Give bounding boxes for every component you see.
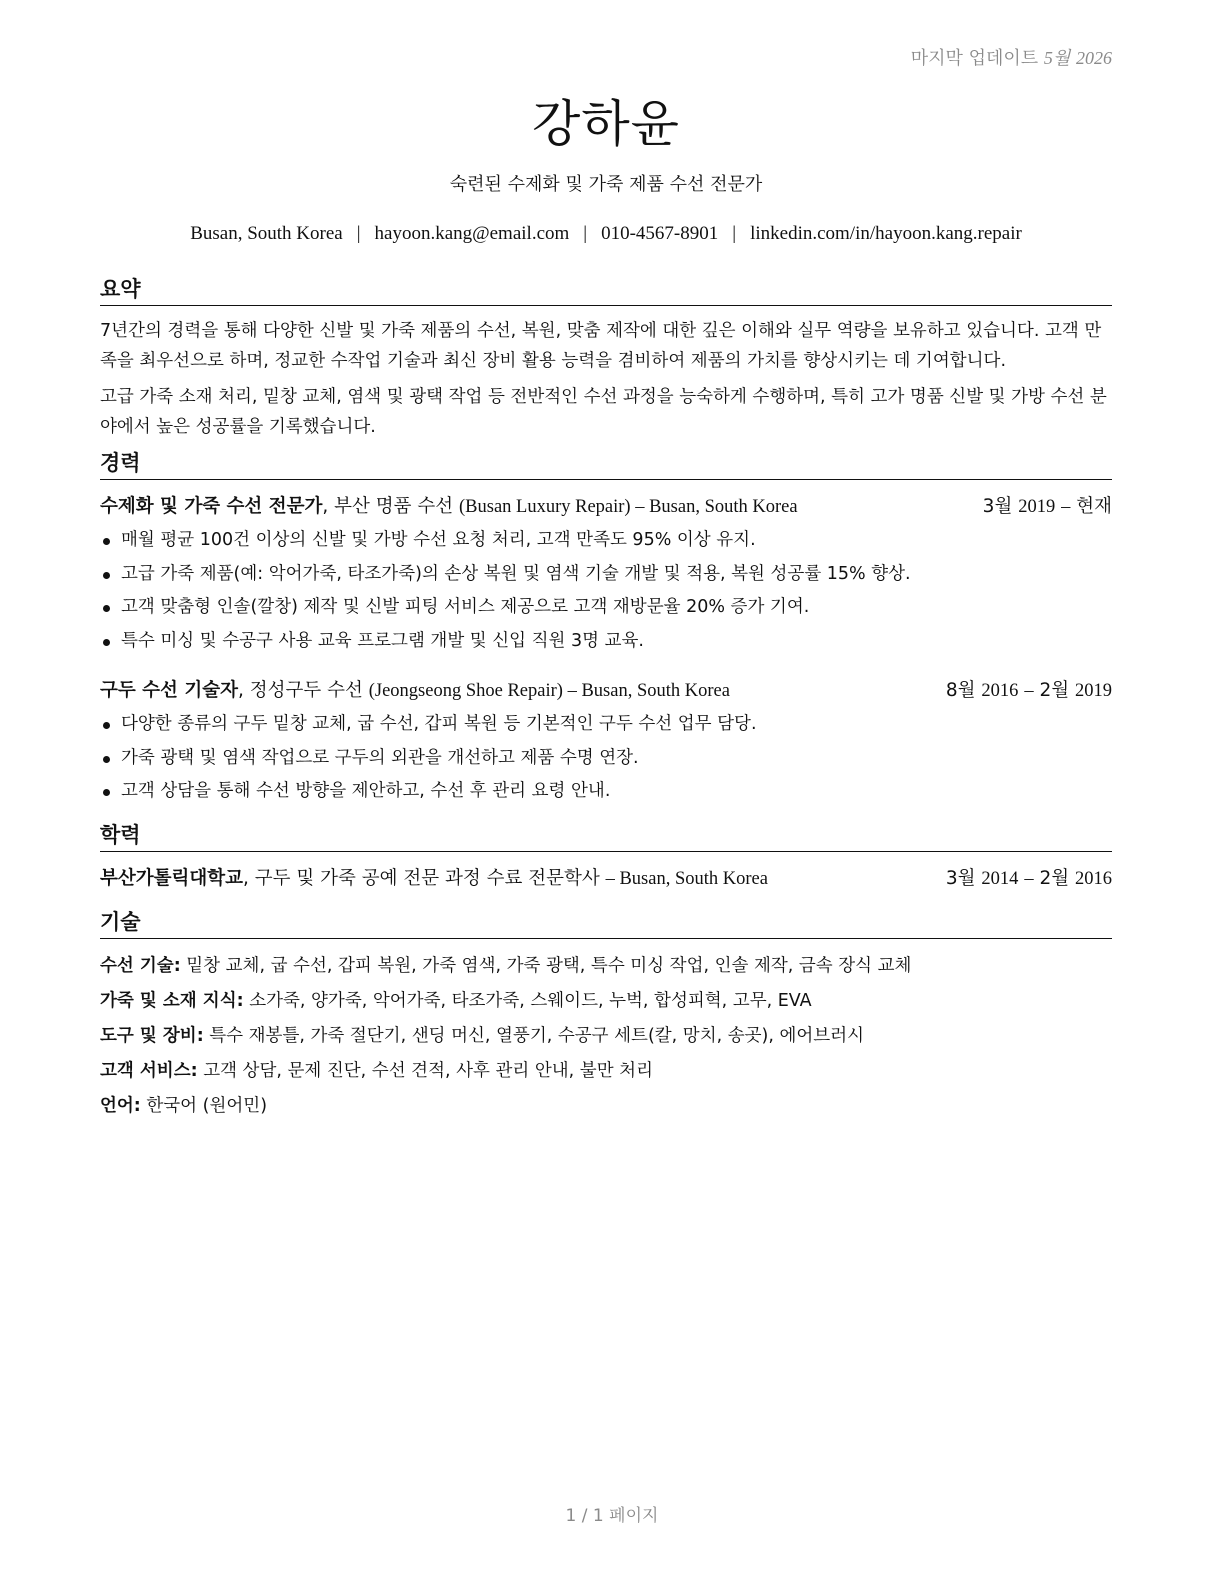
contact-line bbox=[100, 223, 1112, 245]
skills-key: 고객 서비스: bbox=[100, 1061, 198, 1081]
job-bullets bbox=[100, 524, 1112, 658]
job-dates bbox=[946, 676, 1112, 706]
skills-value: 소가죽, 양가죽, 악어가죽, 타조가죽, 스웨이드, 누벅, 합성피혁, 고무, EVA bbox=[243, 991, 812, 1011]
job-end-year: 2019 bbox=[1075, 681, 1112, 701]
skills-item bbox=[100, 1054, 1112, 1089]
skills-item bbox=[100, 984, 1112, 1019]
last-updated-year: 2026 bbox=[1076, 48, 1112, 68]
job-bullet: 고객 맞춤형 인솔(깔창) 제작 및 신발 피팅 서비스 제공으로 고객 재방문율 20% 증가 기여. bbox=[100, 591, 1112, 625]
experience-section bbox=[100, 449, 1112, 809]
job-title-line bbox=[100, 676, 730, 706]
page-footer bbox=[0, 1501, 1224, 1526]
skills-value: 밑창 교체, 굽 수선, 갑피 복원, 가죽 염색, 가죽 광택, 특수 미싱 작업, 인솔 제작, 금속 장식 교체 bbox=[180, 956, 912, 976]
job-role: 수제화 및 가죽 수선 전문가 bbox=[100, 496, 323, 517]
last-updated-label: 마지막 업데이트 bbox=[910, 48, 1039, 69]
contact-separator: | bbox=[732, 223, 737, 244]
job-header bbox=[100, 492, 1112, 522]
section-title-skills: 기술 bbox=[100, 908, 1112, 939]
resume-page bbox=[100, 0, 1112, 1584]
job-bullet: 다양한 종류의 구두 밑창 교체, 굽 수선, 갑피 복원 등 기본적인 구두 수선 업무 담당. bbox=[100, 708, 1112, 742]
job-header bbox=[100, 676, 1112, 706]
summary-paragraph: 7년간의 경력을 통해 다양한 신발 및 가죽 제품의 수선, 복원, 맞춤 제작에 대한 깊은 이해와 실무 역량을 보유하고 있습니다. 고객 만족을 최우선으로 하며, 정교한 수작업 기술과 최신 장비 활용 능력을 겸비하여 제품의 가치를 향상시키는 데 기여합니다. bbox=[100, 321, 1102, 371]
job-company: , 정성구두 수선 bbox=[237, 680, 369, 701]
page-number-total: 1 bbox=[592, 1506, 604, 1526]
section-title-education: 학력 bbox=[100, 821, 1112, 852]
skills-value: 고객 상담, 문제 진단, 수선 견적, 사후 관리 안내, 불만 처리 bbox=[197, 1061, 653, 1081]
education-detail: , 구두 및 가죽 공예 전문 과정 수료 전문학사 bbox=[242, 868, 606, 889]
education-start-month: 3월 bbox=[945, 868, 976, 889]
job-bullet: 고급 가죽 제품(예: 악어가죽, 타조가죽)의 손상 복원 및 염색 기술 개발 및 적용, 복원 성공률 15% 향상. bbox=[100, 558, 1112, 592]
summary-section bbox=[100, 275, 1112, 442]
job-bullet: 가죽 광택 및 염색 작업으로 구두의 외관을 개선하고 제품 수명 연장. bbox=[100, 742, 1112, 776]
skills-section bbox=[100, 908, 1112, 1124]
skills-key: 도구 및 장비: bbox=[100, 1026, 204, 1046]
job-end: 2월 bbox=[1039, 680, 1070, 701]
section-title-experience: 경력 bbox=[100, 449, 1112, 480]
education-date-dash: – bbox=[1024, 869, 1034, 889]
job-bullets bbox=[100, 708, 1112, 809]
education-end-year: 2016 bbox=[1075, 869, 1112, 889]
education-detail-en: – Busan, South Korea bbox=[605, 869, 768, 889]
job-dates bbox=[983, 492, 1112, 522]
skills-value: 한국어 (원어민) bbox=[140, 1096, 268, 1116]
contact-email-link[interactable]: hayoon.kang@email.com bbox=[374, 223, 570, 244]
section-title-summary: 요약 bbox=[100, 275, 1112, 306]
skills-item bbox=[100, 1089, 1112, 1124]
job-role: 구두 수선 기술자 bbox=[100, 680, 238, 701]
last-updated bbox=[911, 44, 1112, 70]
skills-list bbox=[100, 949, 1112, 1124]
job-start-year: 2016 bbox=[981, 681, 1019, 701]
job-company-en: (Jeongseong Shoe Repair) – Busan, South Korea bbox=[368, 681, 730, 701]
page-number-separator: / bbox=[581, 1506, 588, 1526]
contact-location: Busan, South Korea bbox=[190, 223, 343, 244]
job-title-line bbox=[100, 492, 798, 522]
education-entry bbox=[100, 864, 1112, 894]
page-number-label: 페이지 bbox=[609, 1506, 659, 1526]
contact-linkedin-link[interactable]: linkedin.com/in/hayoon.kang.repair bbox=[750, 223, 1022, 244]
education-line bbox=[100, 864, 768, 894]
candidate-name: 강하윤 bbox=[532, 95, 680, 153]
job-start-month: 8월 bbox=[945, 680, 976, 701]
education-start-year: 2014 bbox=[981, 869, 1019, 889]
job-company: , 부산 명품 수선 bbox=[322, 496, 459, 517]
job-company-en: (Busan Luxury Repair) – Busan, South Korea bbox=[459, 497, 798, 517]
contact-separator: | bbox=[356, 223, 361, 244]
job-bullet: 매월 평균 100건 이상의 신발 및 가방 수선 요청 처리, 고객 만족도 95% 이상 유지. bbox=[100, 524, 1112, 558]
job-bullet: 고객 상담을 통해 수선 방향을 제안하고, 수선 후 관리 요령 안내. bbox=[100, 775, 1112, 809]
education-section bbox=[100, 821, 1112, 894]
skills-key: 수선 기술: bbox=[100, 956, 181, 976]
job-entry bbox=[100, 492, 1112, 658]
education-dates bbox=[946, 864, 1112, 894]
skills-value: 특수 재봉틀, 가죽 절단기, 샌딩 머신, 열풍기, 수공구 세트(칼, 망치, 송곳), 에어브러시 bbox=[203, 1026, 865, 1046]
skills-key: 언어: bbox=[100, 1096, 141, 1116]
job-date-dash: – bbox=[1024, 681, 1034, 701]
contact-separator: | bbox=[583, 223, 588, 244]
skills-item bbox=[100, 1019, 1112, 1054]
page-number-current: 1 bbox=[565, 1506, 577, 1526]
job-end: 현재 bbox=[1076, 496, 1112, 517]
job-start-year: 2019 bbox=[1018, 497, 1056, 517]
summary-paragraph: 고급 가죽 소재 처리, 밑창 교체, 염색 및 광택 작업 등 전반적인 수선 과정을 능숙하게 수행하며, 특히 고가 명품 신발 및 가방 수선 분야에서 높은 성공률을 기록했습니다. bbox=[100, 387, 1107, 437]
job-entry bbox=[100, 676, 1112, 809]
skills-item bbox=[100, 949, 1112, 984]
candidate-headline: 숙련된 수제화 및 가죽 제품 수선 전문가 bbox=[449, 174, 763, 195]
contact-phone: 010-4567-8901 bbox=[601, 223, 719, 244]
job-start-month: 3월 bbox=[982, 496, 1013, 517]
job-date-dash: – bbox=[1061, 497, 1071, 517]
last-updated-month: 5월 bbox=[1043, 48, 1071, 68]
education-school: 부산가톨릭대학교 bbox=[100, 868, 243, 889]
skills-key: 가죽 및 소재 지식: bbox=[100, 991, 244, 1011]
education-end-month: 2월 bbox=[1039, 868, 1070, 889]
job-bullet: 특수 미싱 및 수공구 사용 교육 프로그램 개발 및 신입 직원 3명 교육. bbox=[100, 625, 1112, 659]
